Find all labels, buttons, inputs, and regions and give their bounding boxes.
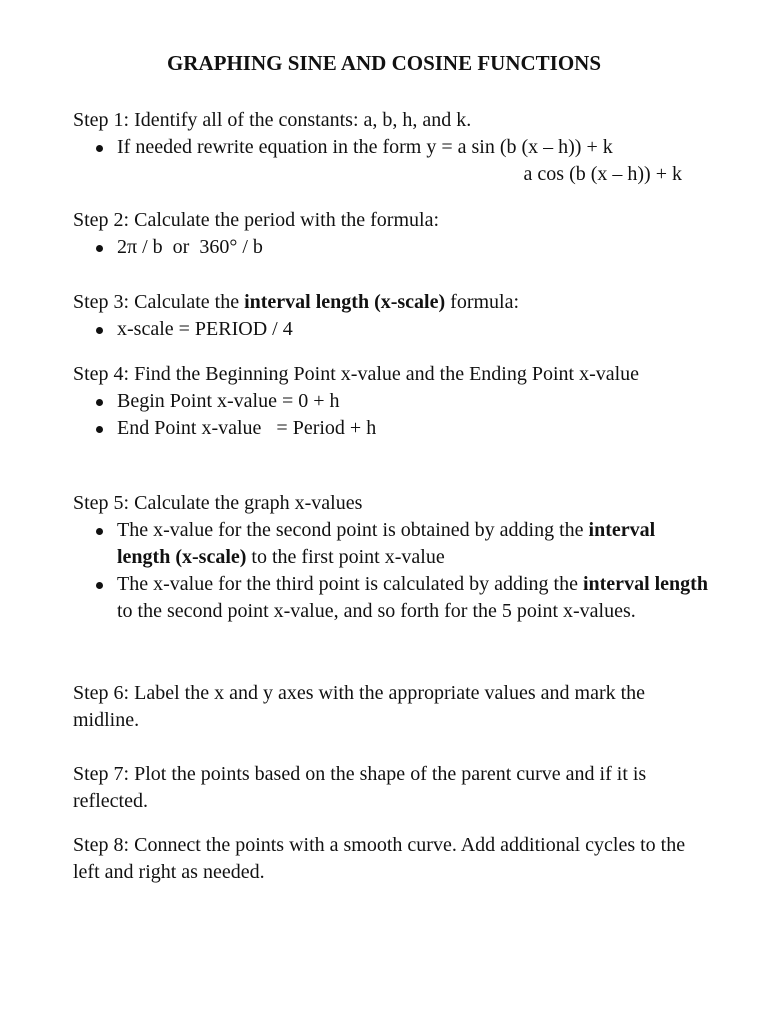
step-3-bullet-1: x-scale = PERIOD / 4 [117, 318, 293, 340]
list-item [73, 234, 713, 261]
step-5-bullet-1-pre: The x-value for the second point is obtained by adding the [117, 519, 589, 541]
step-4-bullets [73, 388, 713, 442]
step-2-bullets [73, 234, 713, 261]
step-5-bullets [73, 517, 713, 625]
step-8 [73, 832, 713, 886]
step-1 [73, 107, 713, 188]
step-1-bullet-1-line-1: If needed rewrite equation in the form y = a sin (b (x – h)) + k [117, 136, 613, 158]
step-4-bullet-2: End Point x-value = Period + h [117, 417, 377, 439]
step-3-text-bold: interval length (x-scale) [244, 291, 446, 313]
step-5-text: Step 5: Calculate the graph x-values [73, 492, 363, 514]
step-5-bullet-2-post: to the second point x-value, and so forth for the 5 point x-values. [117, 600, 636, 622]
page-title: GRAPHING SINE AND COSINE FUNCTIONS [166, 51, 602, 75]
step-4-text: Step 4: Find the Beginning Point x-value and the Ending Point x-value [73, 363, 640, 385]
step-2 [73, 207, 713, 261]
step-2-bullet-1: 2π / b or 360° / b [117, 236, 263, 258]
step-6-text: Step 6: Label the x and y axes with the appropriate values and mark the midline. [73, 682, 646, 731]
step-5-bullet-1-post: to the first point x-value [246, 546, 445, 568]
step-5-bullet-2-bold: interval length [582, 573, 708, 595]
step-3-bullets [73, 316, 713, 343]
list-item [73, 316, 713, 343]
step-4-bullet-1: Begin Point x-value = 0 + h [117, 390, 340, 412]
step-3-text-post: formula: [445, 291, 520, 313]
step-7 [73, 761, 713, 815]
step-5-bullet-2-pre: The x-value for the third point is calculated by adding the [117, 573, 583, 595]
step-8-text: Step 8: Connect the points with a smooth curve. Add additional cycles to the left and right as needed. [73, 834, 686, 883]
step-3-text-pre: Step 3: Calculate the [73, 291, 245, 313]
list-item [73, 415, 713, 442]
step-5-bullet-1-bold: interval length (x-scale) [117, 519, 656, 568]
list-item [73, 388, 713, 415]
list-item [73, 134, 713, 188]
step-3-text [73, 289, 713, 316]
step-4 [73, 361, 713, 442]
step-7-text: Step 7: Plot the points based on the shape of the parent curve and if it is reflected. [73, 763, 647, 812]
step-5 [73, 490, 713, 625]
list-item [73, 517, 713, 571]
step-2-text: Step 2: Calculate the period with the formula: [73, 209, 440, 231]
list-item [73, 571, 713, 625]
step-1-bullets [73, 134, 713, 188]
step-1-text: Step 1: Identify all of the constants: a, b, h, and k. [73, 109, 472, 131]
step-1-bullet-1-line-2: a cos (b (x – h)) + k [523, 163, 682, 185]
step-6 [73, 680, 713, 734]
step-3 [73, 289, 713, 343]
